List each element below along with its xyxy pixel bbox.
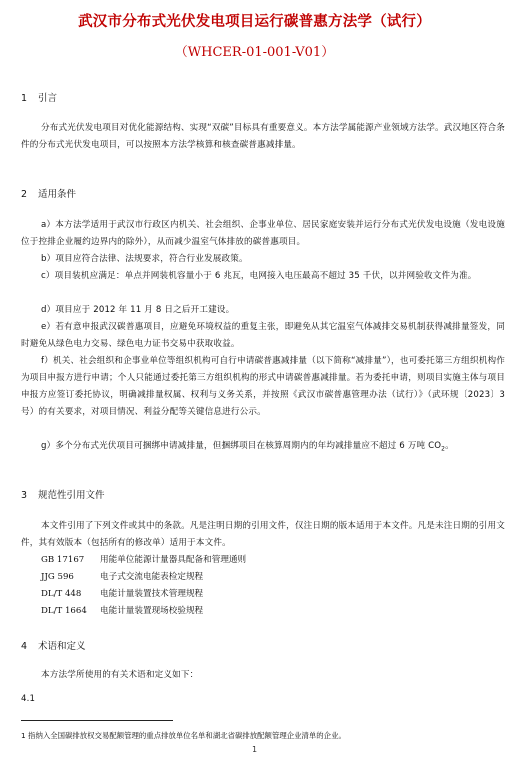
reference-code: DL/T 448	[41, 589, 82, 599]
section-heading-4	[21, 638, 86, 652]
condition-g-end: 。	[445, 441, 454, 451]
reference-code: JJG 596	[41, 572, 74, 582]
condition-f: f）机关、社会组织和企事业单位等组织机构可自行申请碳普惠减排量（以下简称“减排量”），也可委托第三方组织机构作为项目申报方进行申请；个人只能通过委托第三方组织机构的形式申请碳普惠减排量。若为委托申请，则项目实施主体与项目申报方应签订委托协议，明确减排量权属、权利与义务关系，并按照《武汉市碳普惠管理办法（试行）》（武环规〔2023〕3 号）的有关要求，对项目情况、利益分配等关键信息进行公示。	[21, 356, 505, 417]
section-heading-3	[21, 487, 105, 501]
section-title: 规范性引用文件	[38, 490, 105, 501]
condition-a: a）本方法学适用于武汉市行政区内机关、社会组织、企事业单位、居民家庭安装并运行分布式光伏发电设施（发电设施位于控排企业履约边界内的除外），从而减少温室气体排放的碳普惠项目。	[21, 220, 505, 247]
condition-d: d）项目应于 2012 年 11 月 8 日之后开工建设。	[41, 305, 235, 315]
reference-code: GB 17167	[41, 555, 85, 565]
section-title: 引言	[38, 93, 58, 104]
reference-item	[41, 587, 203, 599]
condition-g-subscript: 2	[441, 445, 446, 453]
subsection-number: 4.1	[21, 694, 36, 704]
reference-code: DL/T 1664	[41, 606, 87, 616]
section-heading-2	[21, 186, 76, 200]
reference-item	[41, 553, 246, 565]
document-code: （WHCER-01-001-V01）	[174, 45, 335, 60]
footnote: 1 指纳入全国碳排放权交易配额管理的重点排放单位名单和湖北省碳排放配额管理企业清单的企业。	[21, 731, 346, 740]
section-number: 4	[21, 641, 28, 652]
condition-b: b）项目应符合法律、法规要求，符合行业发展政策。	[41, 254, 248, 264]
condition-g	[21, 438, 505, 458]
document-title: 武汉市分布式光伏发电项目运行碳普惠方法学（试行）	[78, 13, 431, 30]
reference-name: 电子式交流电能表检定规程	[100, 572, 204, 582]
condition-c: c）项目装机应满足：单点并网装机容量小于 6 兆瓦，电网接入电压最高不超过 35 千伏，以并网验收文件为准。	[41, 271, 477, 281]
condition-g-text: g）多个分布式光伏项目可捆绑申请减排量，但捆绑项目在核算周期内的年均减排量应不超过 6 万吨 CO	[41, 441, 442, 451]
reference-name: 电能计量装置现场校验规程	[100, 606, 204, 616]
reference-name: 电能计量装置技术管理规程	[100, 589, 204, 599]
section-number: 3	[21, 490, 28, 501]
section-heading-1	[21, 90, 57, 104]
paragraph-intro: 分布式光伏发电项目对优化能源结构、实现“双碳”目标具有重要意义。本方法学属能源产业领域方法学。武汉地区符合条件的分布式光伏发电项目，可以按照本方法学核算和核查碳普惠减排量。	[21, 123, 505, 150]
page-number: 1	[251, 745, 258, 754]
reference-item	[41, 604, 203, 616]
section-title: 术语和定义	[38, 641, 86, 652]
condition-e: e）若有意申报武汉碳普惠项目，应避免环境权益的重复主张，即避免从其它温室气体减排交易机制获得减排量签发，同时避免从绿色电力交易、绿色电力证书交易中获取收益。	[21, 322, 505, 349]
reference-item	[41, 570, 203, 582]
paragraph-references: 本文件引用了下列文件或其中的条款。凡是注明日期的引用文件，仅注日期的版本适用于本文件。凡是未注日期的引用文件，其有效版本（包括所有的修改单）适用于本文件。	[21, 521, 505, 548]
reference-name: 用能单位能源计量器具配备和管理通则	[100, 555, 247, 565]
paragraph-terms: 本方法学所使用的有关术语和定义如下：	[41, 670, 199, 680]
footnote-separator	[21, 720, 173, 721]
section-title: 适用条件	[38, 189, 77, 200]
section-number: 2	[21, 189, 28, 200]
section-number: 1	[21, 93, 28, 104]
